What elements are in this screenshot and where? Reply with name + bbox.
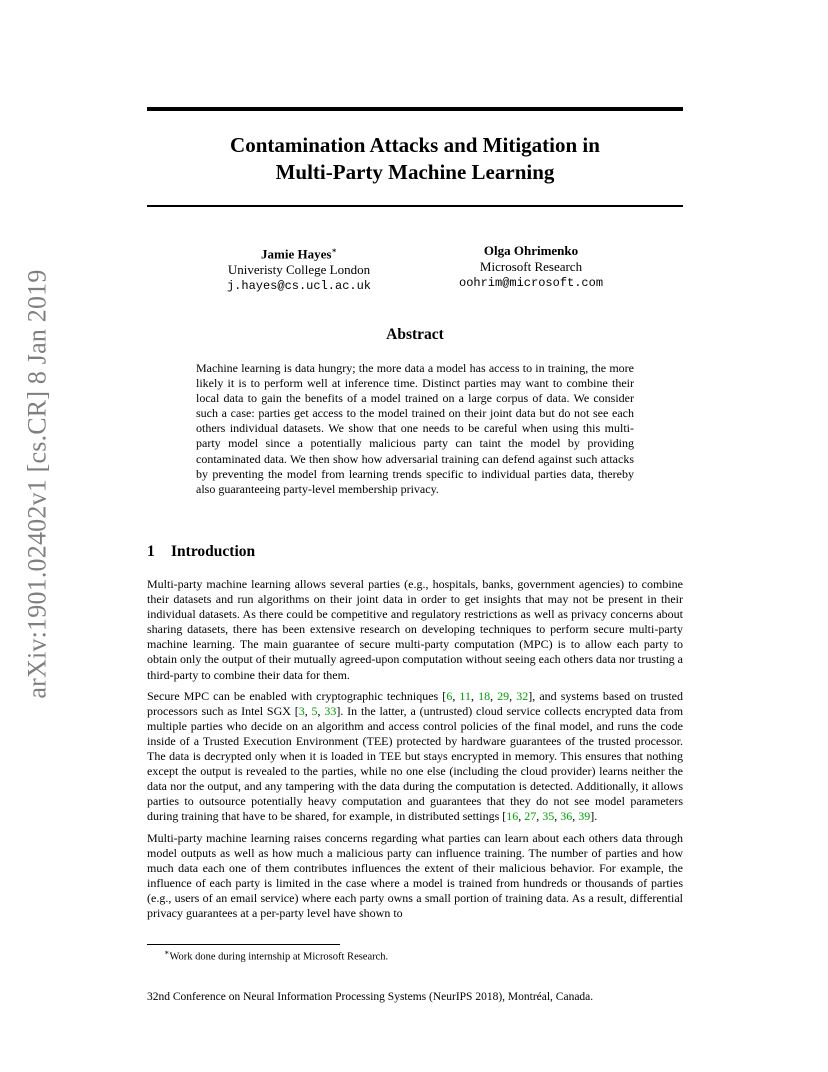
paragraph-2-text: ]. In the latter, a (untrusted) cloud service collects encrypted data from multiple parties who decide on an algorithm and access control policies of the final model, and runs the code inside of a Trusted Execution Environment (TEE) protected by hardware guarantees of the trusted processor. The data is decrypted only when it is loaded in TEE but stays encrypted in memory. This ensures that nothing except the output is revealed to the parties, while no one else (including the cloud provider) learns neither the data nor the output, and any tampering with the data during the computation is detected. Additionally, it allows parties to outsource potentially heavy computation and guarantees that they do not see model parameters during training that have to be shared, for example, in distributed settings [ (147, 703, 684, 824)
author-1-email: j.hayes@cs.ucl.ac.uk (226, 279, 371, 294)
footnote (164, 948, 388, 963)
title-line-2: Multi-Party Machine Learning (275, 160, 555, 184)
title-top-rule (147, 107, 683, 111)
author-2 (459, 243, 603, 294)
citation-link[interactable]: 6 (446, 688, 453, 703)
abstract-text: Machine learning is data hungry; the more data a model has access to in training, the more likely it is to perform well at inference time. Distinct parties may want to combine their local data to gain the benefits of a model trained on a large corpus of data. We consider such a case: parties get access to the model trained on their joint data but do not see each others individual datasets. We show that one needs to be careful when using this multi-party model since a potentially malicious party can taint the model by providing contaminated data. We then show how adversarial training can defend against such attacks by preventing the model from learning trends specific to individual parties data, thereby also guaranteeing party-level membership privacy. (196, 361, 634, 496)
arxiv-identifier: arXiv:1901.02402v1 [cs.CR] 8 Jan 2019 (23, 269, 53, 699)
footnote-text: Work done during internship at Microsoft Research. (169, 951, 389, 963)
introduction-body (147, 577, 683, 927)
citation-link[interactable]: 32 (516, 688, 529, 703)
citation-link[interactable]: 11 (459, 688, 471, 703)
citation-link[interactable]: 35 (542, 809, 555, 824)
author-2-affiliation: Microsoft Research (479, 259, 583, 274)
citation-link[interactable]: 36 (560, 809, 573, 824)
title-bottom-rule (147, 205, 683, 207)
paper-title (147, 132, 683, 186)
citation-link[interactable]: 27 (524, 809, 537, 824)
author-2-name: Olga Ohrimenko (483, 243, 579, 258)
footnote-rule (147, 944, 340, 945)
citation-link[interactable]: 3 (298, 703, 305, 718)
paragraph-1: Multi-party machine learning allows several parties (e.g., hospitals, banks, government agencies) to combine their datasets and run algorithms on their joint data in order to get insights that may not be present in their individual datasets. As there could be competitive and regulatory restrictions as well as privacy concerns about sharing datasets, there has been extensive research on developing techniques to perform secure multi-party machine learning. The main guarantee of secure multi-party computation (MPC) is to allow each party to obtain only the output of their mutually agreed-upon computation without seeing each others data nor trusting a third-party to combine their data for them. (147, 577, 683, 682)
title-line-1: Contamination Attacks and Mitigation in (230, 133, 600, 157)
section-heading-introduction (147, 543, 255, 561)
citation-link[interactable]: 5 (311, 703, 318, 718)
paragraph-3: Multi-party machine learning raises concerns regarding what parties can learn about each others data through model outputs as well as how much a malicious party can influence training. The number of parties and how much data each one of them contributes influences the extent of their malicious behavior. For example, the influence of each party is limited in the case where a model is trained from hundreds or thousands of parties (e.g., users of an email service) where each party owns a small portion of training data. As a result, differential privacy guarantees at a per-party level have shown to (147, 830, 683, 920)
citation-link[interactable]: 18 (478, 688, 491, 703)
author-1-affiliation: Univeristy College London (227, 262, 371, 278)
conference-notice: 32nd Conference on Neural Information Processing Systems (NeurIPS 2018), Montréal, Canada. (147, 991, 594, 1003)
citation-link[interactable]: 39 (578, 809, 591, 824)
author-1 (227, 243, 371, 294)
paragraph-2-text: Secure MPC can be enabled with cryptographic techniques [ (147, 688, 447, 703)
paragraph-2-text: ]. (590, 809, 598, 824)
paragraph-2: Secure MPC can be enabled with cryptographic techniques [6, 11, 18, 29, 32], and systems based on trusted processors such as Intel SGX [3, 5, 33]. In the latter, a (untrusted) cloud service collects encrypted data from multiple parties who decide on an algorithm and access control policies of the final model, and runs the code inside of a Trusted Execution Environment (TEE) protected by hardware guarantees of the trusted processor. The data is decrypted only when it is loaded in TEE but stays encrypted in memory. This ensures that nothing except the output is revealed to the parties, while no one else (including the cloud provider) learns neither the data nor the output, and any tampering with the data during the computation is detected. Additionally, it allows parties to outsource potentially heavy computation and guarantees that they do not see model parameters during training that have to be shared, for example, in distributed settings [16, 27, 35, 36, 39]. (147, 688, 684, 824)
citation-link[interactable]: 29 (497, 688, 510, 703)
section-number: 1 (147, 543, 155, 560)
paragraph-2-text: ], and systems based on trusted processors such as Intel SGX [ (147, 688, 684, 718)
author-block (147, 243, 683, 294)
footnote-marker: ∗ (164, 948, 170, 957)
author-1-footnote-marker[interactable]: ∗ (331, 246, 337, 255)
citation-link[interactable]: 16 (506, 809, 519, 824)
arxiv-sidebar (20, 269, 56, 699)
author-2-email: oohrim@microsoft.com (459, 276, 604, 290)
author-1-name: Jamie Hayes (261, 246, 332, 262)
abstract-heading: Abstract (386, 326, 444, 343)
section-title: Introduction (171, 543, 256, 560)
citation-link[interactable]: 33 (324, 703, 337, 718)
